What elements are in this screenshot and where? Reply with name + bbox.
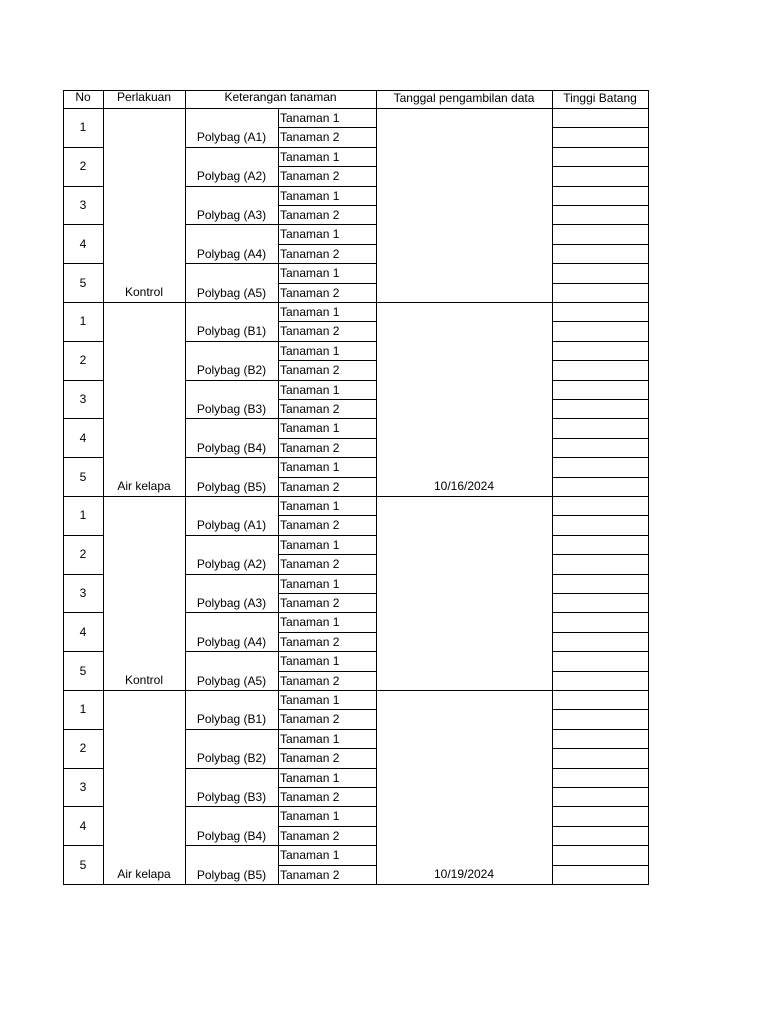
- polybag-label: Polybag (A5): [196, 286, 267, 300]
- polybag-label: Polybag (A3): [196, 597, 267, 610]
- row-number: 3: [79, 199, 87, 212]
- row-number: 2: [79, 354, 87, 368]
- group-border-polybag: [185, 806, 278, 807]
- tanaman-label: Tanaman 1: [280, 810, 340, 824]
- row-border-tanaman: [278, 457, 376, 458]
- row-border-tinggi: [552, 186, 648, 187]
- tanaman-label: Tanaman 2: [280, 829, 340, 843]
- row-number: 5: [79, 276, 87, 290]
- polybag-label: Polybag (B5): [196, 868, 267, 882]
- group-border-no: [63, 535, 103, 536]
- tanaman-label: Tanaman 1: [280, 383, 340, 397]
- header-tanggal: Tanggal pengambilan data: [393, 92, 535, 105]
- tanaman-label: Tanaman 2: [280, 635, 340, 649]
- group-border-no: [63, 457, 103, 458]
- row-border-tanaman: [278, 632, 376, 633]
- tanaman-label: Tanaman 1: [280, 577, 340, 591]
- group-border-no: [63, 224, 103, 225]
- group-border-no: [63, 690, 103, 691]
- row-number: 5: [79, 858, 87, 872]
- row-border-tinggi: [552, 147, 648, 148]
- polybag-label: Polybag (A2): [196, 558, 267, 572]
- tanaman-label: Tanaman 1: [280, 461, 340, 475]
- row-border-tinggi: [552, 127, 648, 128]
- row-border-tanaman: [278, 147, 376, 148]
- tanaman-label: Tanaman 2: [280, 364, 340, 378]
- row-border-tinggi: [552, 845, 648, 846]
- tanaman-label: Tanaman 1: [280, 150, 340, 164]
- row-border-tinggi: [552, 477, 648, 478]
- polybag-label: Polybag (B1): [196, 713, 267, 727]
- tanaman-label: Tanaman 1: [280, 112, 340, 125]
- row-border-tanaman: [278, 438, 376, 439]
- section-border-tanggal: [376, 690, 552, 691]
- tanaman-label: Tanaman 2: [280, 597, 340, 610]
- row-number: 3: [79, 587, 87, 600]
- row-number: 4: [79, 625, 87, 639]
- polybag-label: Polybag (A1): [196, 131, 267, 145]
- row-border-tinggi: [552, 515, 648, 516]
- group-border-no: [63, 186, 103, 187]
- group-border-polybag: [185, 186, 278, 187]
- row-number: 4: [79, 237, 87, 251]
- row-border-tanaman: [278, 768, 376, 769]
- tanaman-label: Tanaman 1: [280, 538, 340, 552]
- tanaman-label: Tanaman 1: [280, 422, 340, 436]
- row-number: 5: [79, 470, 87, 484]
- row-number: 1: [79, 703, 87, 717]
- tanaman-label: Tanaman 1: [280, 771, 340, 785]
- row-border-tanaman: [278, 283, 376, 284]
- row-border-tanaman: [278, 224, 376, 225]
- tanaman-label: Tanaman 2: [280, 170, 340, 184]
- tanaman-label: Tanaman 1: [280, 228, 340, 242]
- tanaman-label: Tanaman 1: [280, 655, 340, 669]
- header-no: No: [75, 91, 91, 104]
- row-border-tanaman: [278, 321, 376, 322]
- group-border-polybag: [185, 574, 278, 575]
- row-border-tanaman: [278, 244, 376, 245]
- group-border-no: [63, 729, 103, 730]
- tanaman-label: Tanaman 1: [280, 732, 340, 746]
- col-border-end: [648, 90, 649, 885]
- group-border-polybag: [185, 690, 278, 691]
- tanaman-label: Tanaman 2: [280, 209, 340, 222]
- section-border-tanggal: [376, 302, 552, 303]
- row-border-tanaman: [278, 477, 376, 478]
- tanggal-value: 10/19/2024: [433, 867, 495, 881]
- row-border-tanaman: [278, 651, 376, 652]
- tanaman-label: Tanaman 2: [280, 558, 340, 572]
- row-border-tanaman: [278, 418, 376, 419]
- tanaman-label: Tanaman 1: [280, 267, 340, 281]
- row-border-tanaman: [278, 535, 376, 536]
- tanaman-label: Tanaman 1: [280, 849, 340, 863]
- row-border-tinggi: [552, 729, 648, 730]
- header-perlakuan: Perlakuan: [116, 91, 172, 104]
- tanaman-label: Tanaman 1: [280, 694, 340, 707]
- row-border-tinggi: [552, 224, 648, 225]
- tanaman-label: Tanaman 2: [280, 286, 340, 300]
- group-border-polybag: [185, 263, 278, 264]
- row-border-tanaman: [278, 826, 376, 827]
- tanaman-label: Tanaman 2: [280, 480, 340, 494]
- row-number: 2: [79, 742, 87, 756]
- col-border-tinggi: [552, 90, 553, 885]
- row-border-tinggi: [552, 690, 648, 691]
- group-border-polybag: [185, 341, 278, 342]
- tanaman-label: Tanaman 1: [280, 616, 340, 630]
- group-border-polybag: [185, 418, 278, 419]
- row-border-tinggi: [552, 709, 648, 710]
- row-border-tanaman: [278, 690, 376, 691]
- tanaman-label: Tanaman 2: [280, 713, 340, 727]
- row-border-tinggi: [552, 438, 648, 439]
- row-border-tanaman: [278, 380, 376, 381]
- row-number: 3: [79, 781, 87, 794]
- row-border-tanaman: [278, 574, 376, 575]
- row-border-tanaman: [278, 787, 376, 788]
- row-border-tanaman: [278, 302, 376, 303]
- polybag-label: Polybag (A5): [196, 674, 267, 688]
- row-border-tinggi: [552, 457, 648, 458]
- group-border-polybag: [185, 457, 278, 458]
- group-border-no: [63, 845, 103, 846]
- group-border-no: [63, 380, 103, 381]
- row-border-tinggi: [552, 671, 648, 672]
- group-border-no: [63, 302, 103, 303]
- tanaman-label: Tanaman 2: [280, 752, 340, 766]
- tanaman-label: Tanaman 2: [280, 674, 340, 688]
- row-border-tinggi: [552, 632, 648, 633]
- row-border-tinggi: [552, 263, 648, 264]
- tanaman-label: Tanaman 2: [280, 519, 340, 533]
- row-number: 4: [79, 431, 87, 445]
- polybag-label: Polybag (A4): [196, 635, 267, 649]
- row-border-tanaman: [278, 399, 376, 400]
- row-border-tanaman: [278, 671, 376, 672]
- polybag-label: Polybag (B1): [196, 325, 267, 339]
- polybag-label: Polybag (B4): [196, 829, 267, 843]
- row-border-tanaman: [278, 127, 376, 128]
- row-number: 2: [79, 548, 87, 562]
- tanaman-label: Tanaman 2: [280, 325, 340, 339]
- group-border-no: [63, 341, 103, 342]
- polybag-label: Polybag (A4): [196, 247, 267, 261]
- row-border-tanaman: [278, 186, 376, 187]
- row-border-tanaman: [278, 496, 376, 497]
- perlakuan-label: Air kelapa: [117, 479, 171, 493]
- table-top-border: [63, 90, 648, 91]
- row-number: 1: [79, 121, 87, 135]
- tanaman-label: Tanaman 2: [280, 247, 340, 261]
- group-border-polybag: [185, 768, 278, 769]
- row-border-tinggi: [552, 302, 648, 303]
- row-border-tanaman: [278, 341, 376, 342]
- group-border-polybag: [185, 147, 278, 148]
- group-border-polybag: [185, 496, 278, 497]
- row-border-tanaman: [278, 845, 376, 846]
- group-border-no: [63, 612, 103, 613]
- row-border-tinggi: [552, 380, 648, 381]
- row-border-tinggi: [552, 283, 648, 284]
- group-border-no: [63, 418, 103, 419]
- group-border-polybag: [185, 612, 278, 613]
- tanaman-label: Tanaman 1: [280, 344, 340, 358]
- tanaman-label: Tanaman 2: [280, 441, 340, 455]
- tanaman-label: Tanaman 2: [280, 403, 340, 416]
- group-border-polybag: [185, 729, 278, 730]
- tanaman-label: Tanaman 2: [280, 868, 340, 882]
- row-number: 2: [79, 160, 87, 174]
- polybag-label: Polybag (B2): [196, 752, 267, 766]
- group-border-no: [63, 574, 103, 575]
- row-border-tinggi: [552, 205, 648, 206]
- group-border-no: [63, 651, 103, 652]
- row-border-tanaman: [278, 612, 376, 613]
- row-border-tinggi: [552, 360, 648, 361]
- row-border-tanaman: [278, 748, 376, 749]
- row-border-tinggi: [552, 768, 648, 769]
- tanaman-label: Tanaman 1: [280, 189, 340, 203]
- perlakuan-label: Air kelapa: [117, 867, 171, 881]
- row-border-tinggi: [552, 166, 648, 167]
- row-border-tanaman: [278, 263, 376, 264]
- group-border-no: [63, 263, 103, 264]
- row-border-tinggi: [552, 593, 648, 594]
- row-border-tanaman: [278, 205, 376, 206]
- group-border-polybag: [185, 302, 278, 303]
- row-border-tinggi: [552, 826, 648, 827]
- row-border-tinggi: [552, 399, 648, 400]
- row-border-tanaman: [278, 360, 376, 361]
- tanaman-label: Tanaman 1: [280, 306, 340, 319]
- polybag-label: Polybag (A2): [196, 170, 267, 184]
- group-border-no: [63, 768, 103, 769]
- row-border-tinggi: [552, 321, 648, 322]
- group-border-no: [63, 147, 103, 148]
- row-border-tinggi: [552, 535, 648, 536]
- group-border-polybag: [185, 651, 278, 652]
- polybag-label: Polybag (B3): [196, 791, 267, 804]
- polybag-label: Polybag (B3): [196, 403, 267, 416]
- row-border-tanaman: [278, 865, 376, 866]
- group-border-polybag: [185, 380, 278, 381]
- row-border-tanaman: [278, 806, 376, 807]
- row-border-tanaman: [278, 729, 376, 730]
- group-border-polybag: [185, 845, 278, 846]
- section-border-perlakuan: [103, 302, 185, 303]
- row-border-tanaman: [278, 554, 376, 555]
- group-border-polybag: [185, 224, 278, 225]
- header-tinggi: Tinggi Batang: [563, 92, 637, 105]
- polybag-label: Polybag (B4): [196, 441, 267, 455]
- row-border-tinggi: [552, 651, 648, 652]
- polybag-label: Polybag (B5): [196, 480, 267, 494]
- row-border-tanaman: [278, 593, 376, 594]
- row-border-tanaman: [278, 166, 376, 167]
- row-number: 4: [79, 819, 87, 833]
- row-border-tinggi: [552, 341, 648, 342]
- row-border-tinggi: [552, 574, 648, 575]
- tanaman-label: Tanaman 2: [280, 131, 340, 145]
- row-border-tinggi: [552, 496, 648, 497]
- perlakuan-label: Kontrol: [124, 285, 164, 299]
- section-border-perlakuan: [103, 690, 185, 691]
- tanaman-label: Tanaman 1: [280, 500, 340, 513]
- row-border-tinggi: [552, 787, 648, 788]
- polybag-label: Polybag (A1): [196, 519, 267, 533]
- polybag-label: Polybag (A3): [196, 209, 267, 222]
- row-border-tinggi: [552, 554, 648, 555]
- row-number: 1: [79, 509, 87, 523]
- polybag-label: Polybag (B2): [196, 364, 267, 378]
- section-border-perlakuan: [103, 496, 185, 497]
- group-border-no: [63, 806, 103, 807]
- row-border-tinggi: [552, 612, 648, 613]
- row-border-tinggi: [552, 865, 648, 866]
- row-border-tinggi: [552, 418, 648, 419]
- row-border-tinggi: [552, 806, 648, 807]
- table-bottom-border: [63, 884, 648, 885]
- group-border-no: [63, 496, 103, 497]
- row-number: 3: [79, 393, 87, 406]
- header-bottom-border: [63, 108, 648, 109]
- row-number: 5: [79, 664, 87, 678]
- header-keterangan: Keterangan tanaman: [224, 91, 337, 104]
- perlakuan-label: Kontrol: [124, 673, 164, 687]
- row-number: 1: [79, 315, 87, 329]
- row-border-tinggi: [552, 244, 648, 245]
- row-border-tinggi: [552, 748, 648, 749]
- row-border-tanaman: [278, 709, 376, 710]
- tanggal-value: 10/16/2024: [433, 479, 495, 493]
- group-border-polybag: [185, 535, 278, 536]
- section-border-tanggal: [376, 496, 552, 497]
- row-border-tanaman: [278, 515, 376, 516]
- tanaman-label: Tanaman 2: [280, 791, 340, 804]
